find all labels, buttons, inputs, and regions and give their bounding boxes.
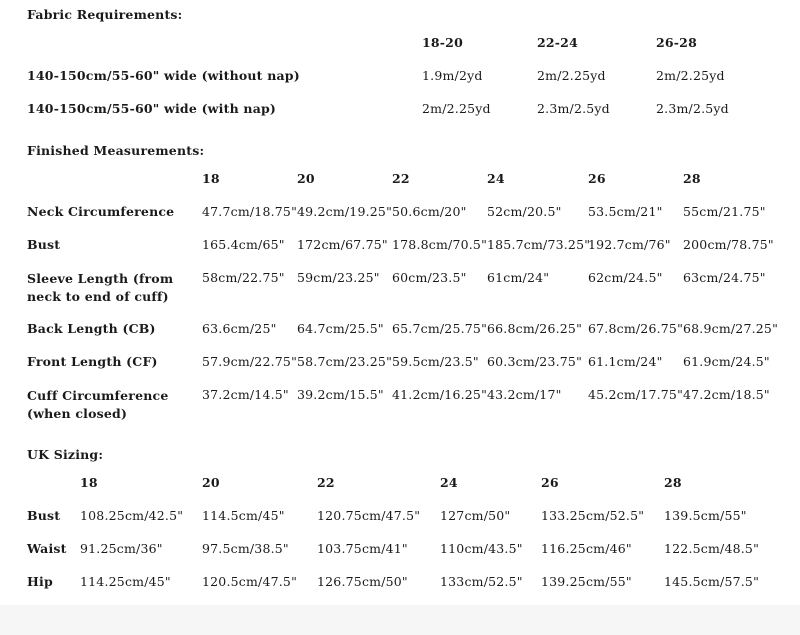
- finished-row-label: Bust: [27, 237, 61, 252]
- finished-cell: 50.6cm/20": [392, 204, 467, 219]
- fabric-cell: 2m/2.25yd: [537, 68, 606, 83]
- uk-cell: 133.25cm/52.5": [541, 508, 645, 523]
- uk-row-label: Bust: [27, 508, 61, 523]
- uk-cell: 116.25cm/46": [541, 541, 632, 556]
- uk-cell: 126.75cm/50": [317, 574, 408, 589]
- uk-size-22: 22: [317, 475, 335, 490]
- finished-heading: Finished Measurements:: [27, 143, 205, 158]
- finished-row-label: Front Length (CF): [27, 354, 158, 369]
- finished-cell: 55cm/21.75": [683, 204, 766, 219]
- uk-cell: 91.25cm/36": [80, 541, 163, 556]
- finished-cell: 65.7cm/25.75": [392, 321, 488, 336]
- finished-size-20: 20: [297, 171, 315, 186]
- uk-size-28: 28: [664, 475, 682, 490]
- finished-cell: 49.2cm/19.25": [297, 204, 393, 219]
- finished-cell: 63.6cm/25": [202, 321, 277, 336]
- fabric-cell: 2m/2.25yd: [656, 68, 725, 83]
- bottom-band: [0, 605, 800, 635]
- uk-size-24: 24: [440, 475, 458, 490]
- fabric-cell: 1.9m/2yd: [422, 68, 483, 83]
- finished-cell: 57.9cm/22.75": [202, 354, 298, 369]
- uk-cell: 133cm/52.5": [440, 574, 523, 589]
- uk-cell: 97.5cm/38.5": [202, 541, 289, 556]
- finished-cell: 61cm/24": [487, 270, 550, 285]
- uk-row-label: Waist: [27, 541, 67, 556]
- uk-cell: 114.25cm/45": [80, 574, 171, 589]
- uk-cell: 120.5cm/47.5": [202, 574, 298, 589]
- finished-cell: 60.3cm/23.75": [487, 354, 583, 369]
- finished-cell: 52cm/20.5": [487, 204, 562, 219]
- fabric-cell: 2.3m/2.5yd: [537, 101, 610, 116]
- uk-cell: 114.5cm/45": [202, 508, 285, 523]
- finished-cell: 67.8cm/26.75": [588, 321, 684, 336]
- finished-cell: 59cm/23.25": [297, 270, 380, 285]
- finished-cell: 185.7cm/73.25": [487, 237, 591, 252]
- finished-size-24: 24: [487, 171, 505, 186]
- finished-cell: 43.2cm/17": [487, 387, 562, 402]
- fabric-heading: Fabric Requirements:: [27, 7, 183, 22]
- finished-cell: 63cm/24.75": [683, 270, 766, 285]
- finished-cell: 200cm/78.75": [683, 237, 774, 252]
- finished-cell: 37.2cm/14.5": [202, 387, 289, 402]
- fabric-size-26-28: 26-28: [656, 35, 697, 50]
- uk-cell: 122.5cm/48.5": [664, 541, 760, 556]
- uk-cell: 145.5cm/57.5": [664, 574, 760, 589]
- finished-cell: 45.2cm/17.75": [588, 387, 684, 402]
- fabric-size-18-20: 18-20: [422, 35, 463, 50]
- finished-cell: 58cm/22.75": [202, 270, 285, 285]
- fabric-cell: 2m/2.25yd: [422, 101, 491, 116]
- uk-size-18: 18: [80, 475, 98, 490]
- finished-row-label: Cuff Circumference (when closed): [27, 388, 169, 421]
- finished-cell: 41.2cm/16.25": [392, 387, 488, 402]
- uk-size-26: 26: [541, 475, 559, 490]
- uk-row-label: Hip: [27, 574, 53, 589]
- finished-cell: 58.7cm/23.25": [297, 354, 393, 369]
- finished-row-label: Sleeve Length (from neck to end of cuff): [27, 271, 174, 304]
- uk-cell: 110cm/43.5": [440, 541, 523, 556]
- finished-cell: 61.9cm/24.5": [683, 354, 770, 369]
- finished-cell: 47.7cm/18.75": [202, 204, 298, 219]
- finished-row-label: Neck Circumference: [27, 204, 175, 219]
- finished-cell: 62cm/24.5": [588, 270, 663, 285]
- uk-cell: 120.75cm/47.5": [317, 508, 421, 523]
- finished-cell: 59.5cm/23.5": [392, 354, 479, 369]
- finished-cell: 172cm/67.75": [297, 237, 388, 252]
- finished-size-18: 18: [202, 171, 220, 186]
- finished-size-22: 22: [392, 171, 410, 186]
- finished-cell: 61.1cm/24": [588, 354, 663, 369]
- finished-cell: 64.7cm/25.5": [297, 321, 384, 336]
- finished-cell: 165.4cm/65": [202, 237, 285, 252]
- finished-cell: 66.8cm/26.25": [487, 321, 583, 336]
- finished-cell: 39.2cm/15.5": [297, 387, 384, 402]
- finished-row-label: Back Length (CB): [27, 321, 156, 336]
- finished-cell: 47.2cm/18.5": [683, 387, 770, 402]
- uk-cell: 127cm/50": [440, 508, 511, 523]
- finished-cell: 53.5cm/21": [588, 204, 663, 219]
- finished-cell: 178.8cm/70.5": [392, 237, 488, 252]
- finished-cell: 60cm/23.5": [392, 270, 467, 285]
- uk-cell: 108.25cm/42.5": [80, 508, 184, 523]
- finished-size-26: 26: [588, 171, 606, 186]
- fabric-row-label: 140-150cm/55-60" wide (without nap): [27, 68, 300, 83]
- fabric-size-22-24: 22-24: [537, 35, 578, 50]
- fabric-row-label: 140-150cm/55-60" wide (with nap): [27, 101, 277, 116]
- uk-cell: 139.5cm/55": [664, 508, 747, 523]
- uk-cell: 103.75cm/41": [317, 541, 408, 556]
- fabric-cell: 2.3m/2.5yd: [656, 101, 729, 116]
- finished-cell: 68.9cm/27.25": [683, 321, 779, 336]
- uk-size-20: 20: [202, 475, 220, 490]
- uk-cell: 139.25cm/55": [541, 574, 632, 589]
- uk-heading: UK Sizing:: [27, 447, 104, 462]
- finished-size-28: 28: [683, 171, 701, 186]
- finished-cell: 192.7cm/76": [588, 237, 671, 252]
